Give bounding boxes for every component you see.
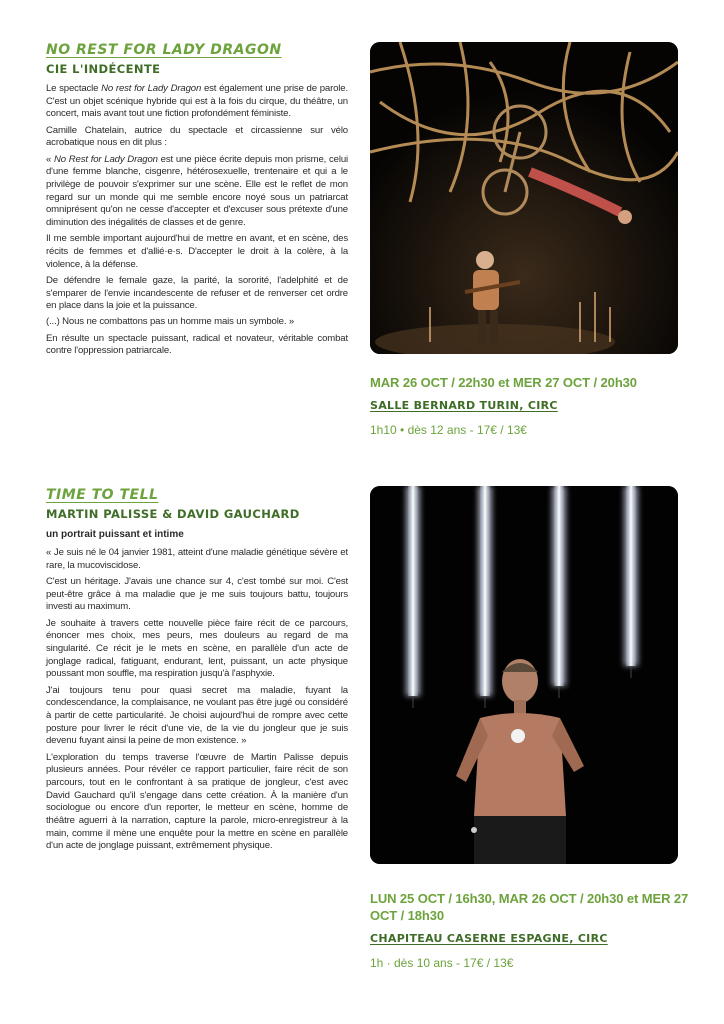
paragraph: Le spectacle No rest for Lady Dragon est également une prise de parole. C'est un objet scénique hybride qui est à la fois du cirque, du théâtre, un concert, mais avant tout une fiction profondément féministe.	[46, 83, 348, 120]
show-dates: LUN 25 OCT / 16h30, MAR 26 OCT / 20h30 et MER 27 OCT / 18h30	[370, 891, 689, 923]
show-title: TIME TO TELL	[46, 487, 159, 503]
paragraph: De défendre le female gaze, la parité, la sororité, l'adelphité et de s'emparer de l'envie incandescente de refuser et de renverser cet ordre en place dans la joie et la puissance.	[46, 274, 348, 312]
show-text-column	[46, 41, 348, 362]
show-photo-juggler-neon	[370, 486, 678, 864]
show-info	[370, 890, 690, 971]
show-tagline: un portrait puissant et intime	[46, 529, 184, 540]
paragraph: C'est un héritage. J'avais une chance sur 4, c'est tombé sur moi. C'est peut-être grâce à ma maladie que je me suis toujours battu, toujours investi au maximum.	[46, 575, 348, 613]
paragraph: Camille Chatelain, autrice du spectacle et circassienne sur vélo acrobatique nous en dit plus :	[46, 124, 348, 149]
paragraph: « No Rest for Lady Dragon est une pièce écrite depuis mon prisme, celui d'une femme blanche, cisgenre, hétérosexuelle, trentenaire et qui a le privilège de pouvoir s'exprimer sur une scène. Elle est le reflet de mon regard sur un monde qui me semble encore noyé sous un patriarcat omniprésent qu'on ne cesse d'accepter et d'excuser sous prétexte d'une diminution des inégalités de classes et de genre.	[46, 153, 348, 229]
paragraph: (...) Nous ne combattons pas un homme mais un symbole. »	[46, 316, 295, 328]
paragraph: Il me semble important aujourd'hui de mettre en avant, et en scène, des récits de femmes et d'allié·e·s. D'accepter le droit à la colère, à la violence, à la défense.	[46, 233, 348, 270]
show-time-to-tell	[0, 470, 724, 1024]
show-dates: MAR 26 OCT / 22h30 et MER 27 OCT / 20h30	[370, 375, 637, 390]
show-venue: SALLE BERNARD TURIN, CIRC	[370, 399, 558, 412]
show-text-column	[46, 486, 348, 857]
paragraph: En résulte un spectacle puissant, radical et novateur, véritable combat contre l'oppression patriarcale.	[46, 332, 348, 357]
paragraph: Je souhaite à travers cette nouvelle pièce faire récit de ce parcours, énoncer mes choix, mes peurs, mes douleurs au regard de ma singularité. Ce récit je le mets en scène, en parallèle d'un acte de jonglage radical, fatiguant, endurant, lent, puissant, un acte physique poussant mon souffle, ma respiration jusqu'à l'asphyxie.	[46, 617, 348, 680]
photo-illustration	[370, 486, 678, 864]
photo-illustration	[370, 42, 678, 354]
company-name: CIE L'INDÉCENTE	[46, 62, 161, 76]
show-venue: CHAPITEAU CASERNE ESPAGNE, CIRC	[370, 932, 608, 945]
show-title: NO REST FOR LADY DRAGON	[46, 42, 282, 58]
show-info	[370, 374, 690, 438]
show-details: 1h · dès 10 ans - 17€ / 13€	[370, 956, 514, 970]
company-name: MARTIN PALISSE & DAVID GAUCHARD	[46, 507, 300, 521]
show-photo-aerial-bicycle	[370, 42, 678, 354]
paragraph: L'exploration du temps traverse l'œuvre de Martin Palisse depuis plusieurs années. Pour révéler ce rapport particulier, faire récit de son parcours, tout en le confrontant à sa pratique de jongleur, c'est avec David Gauchard qu'il s'engage dans cette création. À la manière d'un sociologue ou encore d'un reporter, le metteur en scène, homme de théâtre aguerri à la narration, capture la parole, micro-enregistreur à la main, comme il mène une enquête pour la mettre en scène en parallèle d'un acte de jonglage puissant, extrêmement physique.	[46, 751, 348, 852]
show-details: 1h10 • dès 12 ans - 17€ / 13€	[370, 423, 527, 437]
paragraph: « Je suis né le 04 janvier 1981, atteint d'une maladie génétique sévère et rare, la mucoviscidose.	[46, 547, 348, 571]
paragraph: J'ai toujours tenu pour quasi secret ma maladie, fuyant la condescendance, la complaisance, ne voulant pas être jugé ou considéré à partir de cette particularité. Je choisi aujourd'hui de rompre avec cette posture pour livrer le récit d'une vie, de la vie du jongleur que je suis devenu fuyant ainsi la peine de mon existence. »	[46, 684, 348, 747]
show-no-rest-for-lady-dragon	[0, 0, 724, 470]
